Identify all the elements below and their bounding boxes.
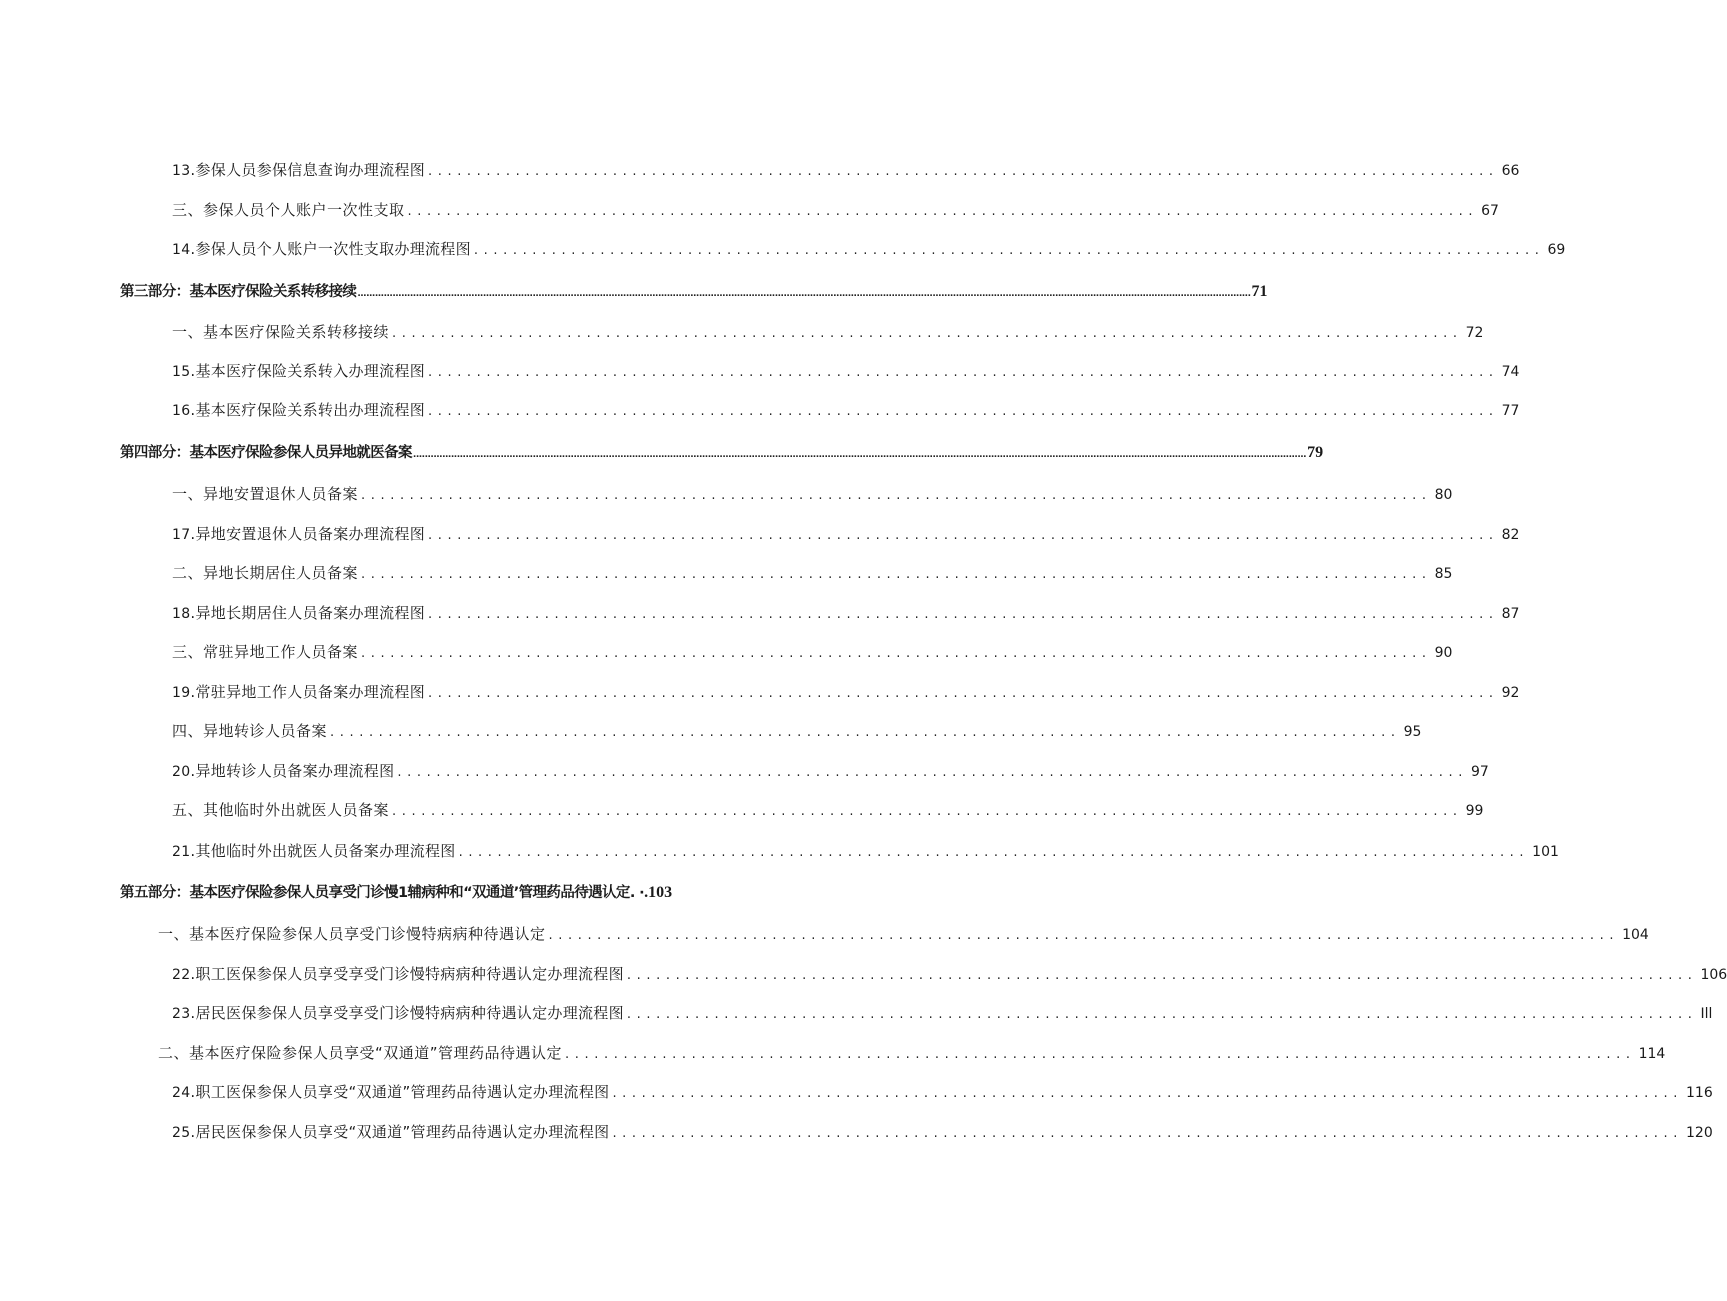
toc-entry-number: 20	[172, 764, 191, 780]
dot-leader: ..............................................................................................................	[626, 1007, 1698, 1022]
toc-entry-title: 二、异地长期居住人员备案	[172, 564, 359, 582]
toc-entry[interactable]	[172, 719, 1422, 743]
toc-entry-title: 一、基本医疗保险关系转移接续	[172, 323, 390, 341]
toc-entry-page: 87	[1501, 606, 1520, 622]
toc-entry-page: 77	[1501, 403, 1520, 419]
toc-entry-page: 80	[1434, 487, 1453, 503]
toc-entry[interactable]	[172, 198, 1499, 222]
toc-entry-page: 101	[1532, 844, 1559, 860]
toc-entry-number: 24	[172, 1085, 191, 1101]
dot-leader: ..............................................................................................................	[428, 164, 1499, 179]
toc-entry-title: .居民医保参保人员享受“双通道”管理药品待遇认定办理流程图	[190, 1123, 610, 1141]
toc-entry-title: 第四部分：基本医疗保险参保人员异地就医备案	[120, 445, 412, 461]
toc-entry-title: .常驻异地工作人员备案办理流程图	[190, 683, 425, 701]
toc-entry-number: 19	[172, 685, 191, 701]
toc-entry-page: 99	[1465, 803, 1484, 819]
toc-entry-page: 85	[1434, 566, 1453, 582]
toc-entry-title: 第三部分：基本医疗保险关系转移接续	[120, 284, 357, 300]
toc-entry-page: 71	[1251, 283, 1268, 300]
toc-entry-title: .参保人员参保信息查询办理流程图	[190, 161, 425, 179]
toc-entry-title: 三、参保人员个人账户一次性支取	[172, 201, 405, 219]
toc-entry-title: .基本医疗保险关系转入办理流程图	[190, 362, 425, 380]
toc-entry[interactable]	[172, 320, 1484, 344]
toc-entry[interactable]	[172, 482, 1453, 506]
toc-entry-page: 92	[1501, 685, 1520, 701]
toc-entry[interactable]	[172, 561, 1453, 585]
toc-part-heading[interactable]	[120, 441, 1324, 465]
dot-leader: ..............................................................................................................	[407, 204, 1479, 219]
toc-entry-page: 97	[1470, 764, 1489, 780]
dot-leader: ..............................................................................................................	[361, 567, 1432, 582]
toc-entry[interactable]	[172, 839, 1559, 863]
dot-leader: ..............................................................................................................	[330, 725, 1401, 740]
toc-entry[interactable]	[172, 798, 1484, 822]
toc-entry[interactable]	[172, 158, 1520, 182]
toc-entry-title: .居民医保参保人员享受享受门诊慢特病病种待遇认定办理流程图	[190, 1004, 624, 1022]
dot-leader: ..............................................................................................................	[392, 326, 1463, 341]
toc-entry-title: .异地长期居住人员备案办理流程图	[190, 604, 425, 622]
toc-entry-page: 82	[1501, 527, 1520, 543]
dot-leader: ..............................................................................................................	[612, 1126, 1683, 1141]
toc-entry[interactable]	[172, 1080, 1713, 1104]
toc-entry-page: 69	[1547, 242, 1566, 258]
toc-entry-number: 16	[172, 403, 191, 419]
toc-entry[interactable]	[158, 922, 1649, 946]
toc-entry-page: 104	[1622, 927, 1649, 943]
toc-entry[interactable]	[172, 601, 1520, 625]
toc-entry-title: .基本医疗保险关系转出办理流程图	[190, 401, 425, 419]
dot-leader: ..............................................................................................................	[428, 607, 1499, 622]
dot-leader: ..............................................................................................................	[548, 928, 1620, 943]
toc-entry-number: 25	[172, 1125, 191, 1141]
toc-entry-page: 72	[1465, 325, 1484, 341]
toc-entry-number: 17	[172, 527, 191, 543]
dot-leader: ..............................................................................................................	[428, 404, 1499, 419]
dot-leader: ..............................................................................................................	[428, 365, 1499, 380]
toc-entry-title: 第五部分：基本医疗保险参保人员享受门诊慢1辅病种和“双通道’管理药品待遇认定. ·	[120, 885, 645, 901]
toc-entry-number: 15	[172, 364, 191, 380]
toc-entry-title: .异地转诊人员备案办理流程图	[190, 762, 395, 780]
toc-entry-page: .103	[644, 884, 673, 901]
dot-leader: ..............................................................................................................	[458, 845, 1530, 860]
toc-entry-number: 18	[172, 606, 191, 622]
toc-entry[interactable]	[172, 962, 1727, 986]
dot-leader: ..............................................................................................................	[473, 243, 1545, 258]
toc-entry-page: 106	[1700, 967, 1727, 983]
toc-entry-page: 79	[1307, 444, 1324, 461]
toc-entry-title: .异地安置退休人员备案办理流程图	[190, 525, 425, 543]
toc-entry-title: 二、基本医疗保险参保人员享受“双通道”管理药品待遇认定	[158, 1044, 563, 1062]
toc-entry[interactable]	[172, 237, 1566, 261]
toc-entry-page: 67	[1481, 203, 1499, 219]
dot-leader: ..............................................................................................................	[361, 646, 1432, 661]
toc-entry-page: 66	[1501, 163, 1520, 179]
toc-entry-page: 74	[1501, 364, 1520, 380]
toc-entry[interactable]	[172, 522, 1520, 546]
toc-entry-page: Ill	[1700, 1006, 1713, 1022]
toc-entry-number: 21	[172, 844, 191, 860]
toc-entry-title: 五、其他临时外出就医人员备案	[172, 801, 390, 819]
toc-entry-number: 22	[172, 967, 191, 983]
toc-part-heading[interactable]	[120, 881, 810, 905]
dot-leader: ..............................................................................................................	[397, 765, 1468, 780]
toc-entry-title: .其他临时外出就医人员备案办理流程图	[190, 842, 456, 860]
toc-entry-page: 90	[1434, 645, 1453, 661]
dot-leader: ..............................................................................................................	[428, 528, 1499, 543]
dot-leader: ..............................................................................................................	[361, 488, 1432, 503]
toc-entry-title: .职工医保参保人员享受“双通道”管理药品待遇认定办理流程图	[190, 1083, 610, 1101]
toc-entry-number: 14	[172, 242, 191, 258]
toc-entry-page: 116	[1686, 1085, 1713, 1101]
toc-entry-number: 13	[172, 163, 191, 179]
toc-entry-title: .参保人员个人账户一次性支取办理流程图	[190, 240, 471, 258]
dot-leader: ..............................................................................................................	[428, 686, 1499, 701]
toc-entry[interactable]	[172, 1120, 1713, 1144]
toc-entry[interactable]	[158, 1041, 1666, 1065]
toc-entry-title: 一、异地安置退休人员备案	[172, 485, 359, 503]
toc-entry-title: 一、基本医疗保险参保人员享受门诊慢特病病种待遇认定	[158, 925, 546, 943]
toc-entry-page: 120	[1686, 1125, 1713, 1141]
toc-entry[interactable]	[172, 1001, 1713, 1025]
toc-entry[interactable]	[172, 359, 1520, 383]
toc-entry-title: .职工医保参保人员享受享受门诊慢特病病种待遇认定办理流程图	[190, 965, 624, 983]
toc-entry-page: 114	[1638, 1046, 1666, 1062]
toc-entry[interactable]	[172, 398, 1520, 422]
toc-entry-title: 四、异地转诊人员备案	[172, 722, 328, 740]
toc-entry[interactable]	[172, 640, 1453, 664]
dot-leader: ..............................................................................................................	[392, 804, 1463, 819]
toc-entry-page: 95	[1403, 724, 1422, 740]
toc-entry-title: 三、常驻异地工作人员备案	[172, 643, 359, 661]
dot-leader: ..................................................................................................................................................................................................................................................................................................................	[412, 450, 1307, 460]
toc-entry[interactable]	[172, 680, 1520, 704]
dot-leader: ..................................................................................................................................................................................................................................................................................................................	[357, 289, 1251, 299]
toc-entry-number: 23	[172, 1006, 191, 1022]
toc-entry[interactable]	[172, 759, 1489, 783]
dot-leader: ..............................................................................................................	[612, 1086, 1683, 1101]
dot-leader: ..............................................................................................................	[626, 968, 1698, 983]
toc-part-heading[interactable]	[120, 280, 1268, 304]
dot-leader: ..............................................................................................................	[565, 1047, 1636, 1062]
